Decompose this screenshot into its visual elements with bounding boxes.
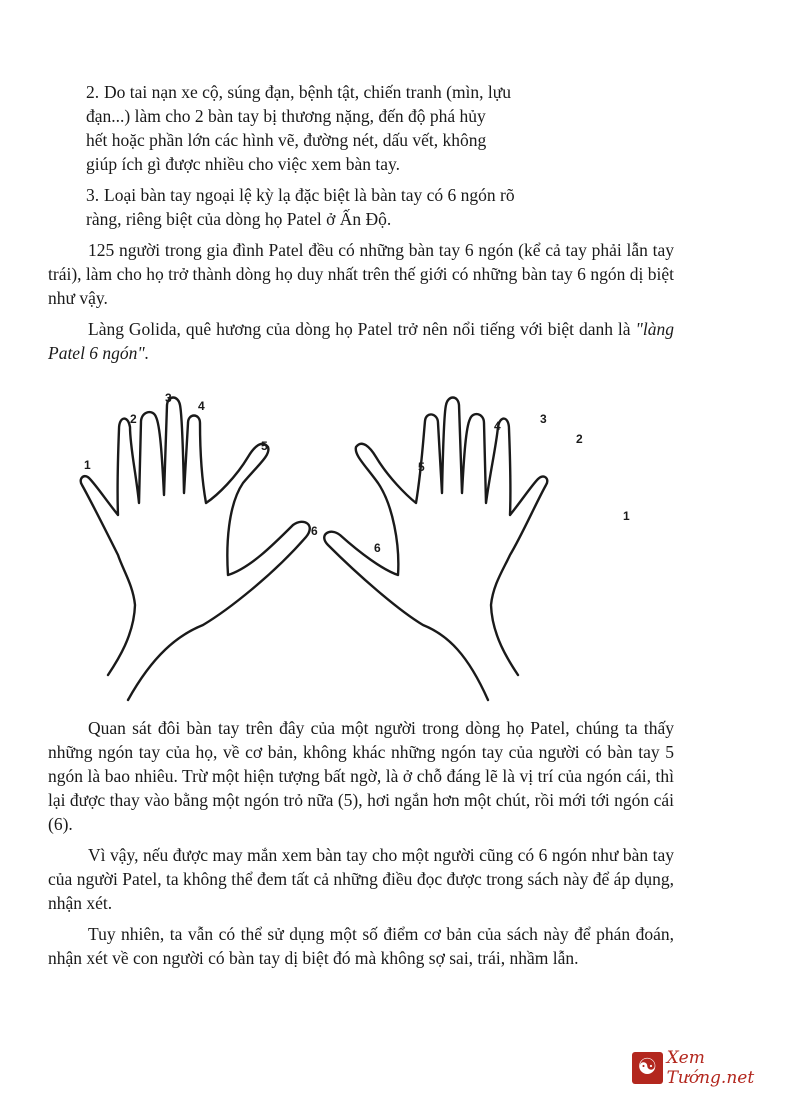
right-hand-outline [324, 398, 547, 701]
paragraph: 125 người trong gia đình Patel đều có những bàn tay 6 ngón (kể cả tay phải lẫn tay trái), làm cho họ trở thành dòng họ duy nhất trên thế giới có những bàn tay 6 ngón dị biệt như vậy. [48, 240, 674, 308]
yin-yang-icon: ☯ [632, 1052, 663, 1084]
list-item-2 [48, 80, 674, 176]
finger-label-left-4: 4 [198, 399, 205, 413]
nickname-italic: "làng Patel 6 ngón". [48, 319, 674, 363]
list-number: 2. [86, 82, 100, 102]
finger-label-left-1: 1 [84, 458, 91, 472]
finger-label-right-5: 5 [418, 460, 425, 474]
finger-label-left-5: 5 [261, 439, 268, 453]
paragraph [48, 317, 674, 365]
list-item-3 [48, 183, 674, 231]
finger-label-right-4: 4 [494, 419, 501, 433]
paragraph: Vì vậy, nếu được may mắn xem bàn tay cho một người cũng có 6 ngón như bàn tay của người Patel, ta không thể đem tất cả những điều đọc được trong sách này để áp dụng, nhận xét. [48, 845, 674, 913]
list-block [48, 80, 674, 372]
list-line: Loại bàn tay ngoại lệ kỳ lạ đặc biệt là bàn tay có 6 ngón rõ [104, 185, 515, 205]
finger-label-left-6: 6 [311, 524, 318, 538]
finger-label-right-3: 3 [540, 412, 547, 426]
paragraph: Tuy nhiên, ta vẫn có thể sử dụng một số điểm cơ bản của sách này để phán đoán, nhận xét về con người có bàn tay dị biệt đó mà không sợ sai, trái, nhầm lẫn. [48, 924, 674, 968]
body-text-lower [48, 716, 674, 977]
finger-label-left-2: 2 [130, 412, 137, 426]
list-line: đạn...) làm cho 2 bàn tay bị thương nặng, đến độ phá hủy [86, 106, 486, 126]
finger-label-right-1: 1 [623, 509, 630, 523]
finger-label-right-2: 2 [576, 432, 583, 446]
finger-label-right-6: 6 [374, 541, 381, 555]
left-hand-outline [81, 398, 310, 701]
list-number: 3. [86, 185, 100, 205]
list-line: giúp ích gì được nhiều cho việc xem bàn tay. [86, 154, 401, 174]
list-line: ràng, riêng biệt của dòng họ Patel ở Ấn Độ. [86, 209, 392, 229]
list-line: Do tai nạn xe cộ, súng đạn, bệnh tật, chiến tranh (mìn, lựu [104, 82, 512, 102]
site-watermark [632, 1050, 792, 1086]
list-line: hết hoặc phần lớn các hình vẽ, đường nét, dấu vết, không [86, 130, 487, 150]
finger-label-left-3: 3 [165, 391, 172, 405]
six-finger-hands-figure [78, 385, 658, 705]
paragraph: Quan sát đôi bàn tay trên đây của một người trong dòng họ Patel, chúng ta thấy những ngón tay của họ, về cơ bản, không khác những ngón tay của người có bàn tay 5 ngón là bao nhiêu. Trừ một hiện tượng bất ngờ, là ở chỗ đáng lẽ là vị trí của ngón cái, thì lại được thay vào bằng một ngón trỏ nữa (5), hơi ngắn hơn một chút, rồi mới tới ngón cái (6). [48, 718, 674, 834]
paragraph-text: Làng Golida, quê hương của dòng họ Patel trở nên nổi tiếng với biệt danh là [88, 319, 636, 339]
watermark-text: Xem Tướng.net [666, 1048, 755, 1088]
